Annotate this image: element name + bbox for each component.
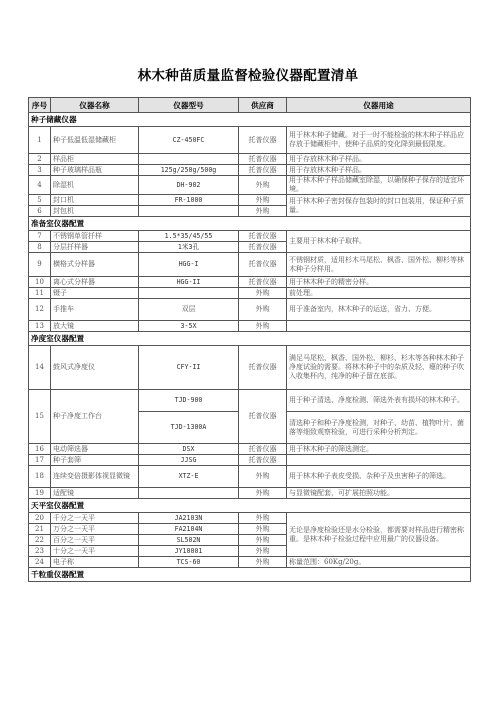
- cell-vendor: 外购: [239, 288, 287, 299]
- cell-vendor: 外购: [239, 535, 287, 546]
- instrument-table: [28, 97, 471, 582]
- cell-no: 20: [29, 513, 51, 524]
- cell-name: 种子玻璃样品瓶: [51, 165, 139, 176]
- cell-vendor: 托普仪器: [239, 346, 287, 390]
- section-row: [29, 499, 471, 513]
- cell-no: 11: [29, 288, 51, 299]
- section-title: 种子储藏仪器: [29, 113, 471, 127]
- cell-no: 13: [29, 321, 51, 332]
- cell-vendor: 外购: [239, 488, 287, 499]
- cell-model: JA2103N: [139, 513, 239, 524]
- cell-vendor: 托普仪器: [239, 165, 287, 176]
- cell-use: 用于存放林木种子样品。: [287, 165, 471, 176]
- cell-no: 19: [29, 488, 51, 499]
- cell-name: 分层扦样器: [51, 242, 139, 253]
- cell-name: 除湿机: [51, 176, 139, 195]
- section-row: [29, 217, 471, 231]
- cell-use: 与显微镜配套，可扩展拍照功能。: [287, 488, 471, 499]
- cell-no: 2: [29, 154, 51, 165]
- cell-name: 封包机: [51, 206, 139, 217]
- cell-no: 15: [29, 390, 51, 444]
- cell-no: 16: [29, 444, 51, 455]
- cell-model: SL502N: [139, 535, 239, 546]
- cell-no: 1: [29, 127, 51, 154]
- cell-no: 4: [29, 176, 51, 195]
- cell-model: [139, 206, 239, 217]
- cell-name: 连续变倍摄影体视显微镜: [51, 466, 139, 488]
- cell-vendor: 托普仪器: [239, 242, 287, 253]
- cell-name: 样品柜: [51, 154, 139, 165]
- section-row: [29, 568, 471, 582]
- cell-no: 23: [29, 546, 51, 557]
- cell-model: DH-902: [139, 176, 239, 195]
- cell-use: [287, 455, 471, 466]
- table-row: [29, 513, 471, 524]
- header-name: 仪器名称: [51, 98, 139, 113]
- cell-use: 称量范围：60Kg/20g。: [287, 557, 471, 568]
- cell-model: DSX: [139, 444, 239, 455]
- header-vendor: 供应商: [239, 98, 287, 113]
- cell-name: 镊子: [51, 288, 139, 299]
- cell-use: 不锈钢材质，适用杉木马尾松、枫香、国外松、柳杉等林木种子分样用。: [287, 253, 471, 277]
- cell-no: 6: [29, 206, 51, 217]
- table-row: [29, 127, 471, 154]
- cell-vendor: 外购: [239, 557, 287, 568]
- cell-model: TJD-900: [139, 390, 239, 412]
- cell-model: JY10001: [139, 546, 239, 557]
- cell-no: 22: [29, 535, 51, 546]
- cell-no: 21: [29, 524, 51, 535]
- table-row: [29, 154, 471, 165]
- section-title: 天平室仪器配置: [29, 499, 471, 513]
- cell-name: 万分之一天平: [51, 524, 139, 535]
- cell-model: TJD-1300A: [139, 412, 239, 444]
- cell-model: 双层: [139, 299, 239, 321]
- cell-vendor: 外购: [239, 206, 287, 217]
- cell-vendor: 托普仪器: [239, 444, 287, 455]
- cell-use: 用于林木种子储藏。对于一时不能检验的林木种子样品应存放于储藏柜中，使种子品质的变化降到最低限度。: [287, 127, 471, 154]
- cell-use: 用于林木种子表皮受损、杂种子及虫害种子的筛选。: [287, 466, 471, 488]
- cell-use: 用于存放林木种子样品。: [287, 154, 471, 165]
- cell-use: 用于种子清选、净度检测、筛选外表有损坏的林木种子。: [287, 390, 471, 412]
- table-row: [29, 299, 471, 321]
- cell-name: 千分之一天平: [51, 513, 139, 524]
- table-row: [29, 288, 471, 299]
- header-use: 仪器用途: [287, 98, 471, 113]
- cell-model: [139, 488, 239, 499]
- cell-model: [139, 288, 239, 299]
- cell-model: CFY-II: [139, 346, 239, 390]
- cell-use: 满足马尾松、枫香、国外松、柳杉、杉木等各种林木种子净度试验的需要。将林木种子中的杂质及轻、瘪的种子吹入收集杯内，纯净的种子留在底部。: [287, 346, 471, 390]
- cell-model: TCS-60: [139, 557, 239, 568]
- cell-model: XTZ-E: [139, 466, 239, 488]
- cell-model: 125g/250g/500g: [139, 165, 239, 176]
- cell-use: 前处理。: [287, 288, 471, 299]
- cell-no: 5: [29, 195, 51, 206]
- cell-vendor: 托普仪器: [239, 455, 287, 466]
- cell-name: 种子净度工作台: [51, 390, 139, 444]
- cell-no: 9: [29, 253, 51, 277]
- table-row: [29, 195, 471, 206]
- cell-model: HGG-II: [139, 277, 239, 288]
- cell-vendor: 托普仪器: [239, 390, 287, 444]
- cell-no: 7: [29, 231, 51, 242]
- table-row: [29, 346, 471, 390]
- cell-vendor: 外购: [239, 466, 287, 488]
- cell-vendor: 外购: [239, 299, 287, 321]
- table-row: [29, 557, 471, 568]
- table-row: [29, 231, 471, 242]
- cell-use: 用于准备室内，林木种子的运送，省力、方便。: [287, 299, 471, 321]
- table-row: [29, 390, 471, 412]
- cell-use: 用于林木种子样品储藏室除湿，以确保种子保存的适宜环境。: [287, 176, 471, 195]
- cell-use: 用于林木种子的精密分样。: [287, 277, 471, 288]
- cell-no: 14: [29, 346, 51, 390]
- cell-no: 10: [29, 277, 51, 288]
- cell-use: 清选种子和种子净度检测，对种子、幼苗、植物叶片、菌落等细致观察检验，可进行采种分析判定。: [287, 412, 471, 444]
- cell-vendor: 外购: [239, 321, 287, 332]
- cell-name: 封口机: [51, 195, 139, 206]
- cell-vendor: 外购: [239, 513, 287, 524]
- table-row: [29, 253, 471, 277]
- cell-name: 种子套筛: [51, 455, 139, 466]
- cell-use: 无论是净度检验还是水分检验，都需要对样品进行精密称重。是林木种子检验过程中应用最广的仪器设备。: [287, 513, 471, 557]
- cell-vendor: 外购: [239, 176, 287, 195]
- section-title: 千粒重仪器配置: [29, 568, 471, 582]
- table-row: [29, 176, 471, 195]
- cell-vendor: 托普仪器: [239, 127, 287, 154]
- table-row: [29, 488, 471, 499]
- table-row: [29, 455, 471, 466]
- table-row: [29, 466, 471, 488]
- page-title: 林木种苗质量监督检验仪器配置清单: [137, 68, 359, 84]
- cell-model: 3-5X: [139, 321, 239, 332]
- cell-name: 百分之一天平: [51, 535, 139, 546]
- table-header-row: [29, 98, 471, 113]
- cell-name: 不锈钢单管扦样: [51, 231, 139, 242]
- cell-use: 用于林木种子密封保存包装时的封口包装用，保证种子质量。: [287, 195, 471, 217]
- cell-vendor: 托普仪器: [239, 277, 287, 288]
- cell-model: FA2104N: [139, 524, 239, 535]
- cell-vendor: 外购: [239, 546, 287, 557]
- cell-use: [287, 321, 471, 332]
- cell-use: 用于林木种子的筛选测定。: [287, 444, 471, 455]
- header-no: 序号: [29, 98, 51, 113]
- cell-vendor: 托普仪器: [239, 154, 287, 165]
- cell-name: 电动筛选器: [51, 444, 139, 455]
- cell-use: 主要用于林木种子取样。: [287, 231, 471, 253]
- section-title: 净度室仪器配置: [29, 332, 471, 346]
- cell-name: 适配镜: [51, 488, 139, 499]
- cell-no: 3: [29, 165, 51, 176]
- section-row: [29, 332, 471, 346]
- cell-model: [139, 154, 239, 165]
- cell-model: FR-1000: [139, 195, 239, 206]
- table-row: [29, 165, 471, 176]
- section-row: [29, 113, 471, 127]
- cell-vendor: 外购: [239, 524, 287, 535]
- cell-no: 8: [29, 242, 51, 253]
- cell-name: 横格式分样器: [51, 253, 139, 277]
- cell-no: 24: [29, 557, 51, 568]
- cell-vendor: 托普仪器: [239, 253, 287, 277]
- cell-model: 1米3孔: [139, 242, 239, 253]
- section-title: 准备室仪器配置: [29, 217, 471, 231]
- cell-name: 电子称: [51, 557, 139, 568]
- table-row: [29, 277, 471, 288]
- cell-name: 放大镜: [51, 321, 139, 332]
- cell-name: 种子低温低湿储藏柜: [51, 127, 139, 154]
- cell-no: 17: [29, 455, 51, 466]
- table-row: [29, 321, 471, 332]
- cell-model: CZ-450FC: [139, 127, 239, 154]
- cell-name: 手推车: [51, 299, 139, 321]
- cell-vendor: 外购: [239, 195, 287, 206]
- cell-no: 18: [29, 466, 51, 488]
- cell-name: 十分之一天平: [51, 546, 139, 557]
- cell-no: 12: [29, 299, 51, 321]
- cell-model: 1.5*35/45/55: [139, 231, 239, 242]
- cell-model: JJSG: [139, 455, 239, 466]
- cell-name: 鼓风式净度仪: [51, 346, 139, 390]
- table-row: [29, 444, 471, 455]
- cell-vendor: 托普仪器: [239, 231, 287, 242]
- cell-model: HGG-I: [139, 253, 239, 277]
- header-model: 仪器型号: [139, 98, 239, 113]
- cell-name: 离心式分样器: [51, 277, 139, 288]
